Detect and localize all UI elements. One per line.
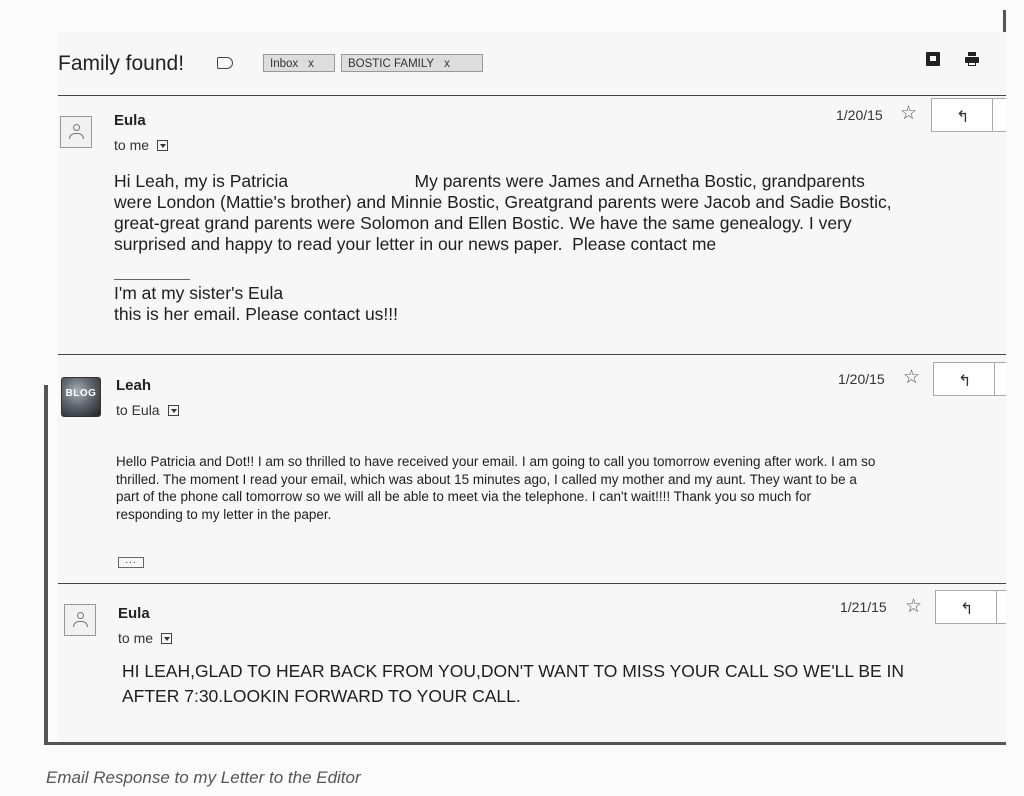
chevron-down-icon[interactable] — [161, 633, 172, 644]
body-line: responding to my letter in the paper. — [116, 506, 332, 522]
body-line: Hi Leah, my is Patricia My parents were James and Arnetha Bostic, grandparents — [114, 171, 865, 191]
message-body — [114, 171, 892, 255]
recipient-line[interactable] — [118, 630, 172, 646]
body-line: part of the phone call tomorrow so we will all be able to meet via the telephone. I can't wait!!!! Thank you so much for — [116, 489, 811, 504]
body-line: Hello Patricia and Dot!! I am so thrilled to have received your email. I am going to call you tomorrow evening after work. I am so — [116, 454, 876, 469]
remove-label-icon[interactable]: x — [444, 58, 450, 70]
label-chip-bostic-family[interactable] — [341, 54, 483, 72]
reply-icon: ↰ — [960, 601, 974, 618]
avatar-placeholder-icon — [60, 116, 92, 148]
chevron-down-icon[interactable] — [168, 405, 179, 416]
label-chip-text: Inbox — [270, 58, 299, 70]
message-body — [122, 659, 1006, 709]
reply-menu-separator — [994, 362, 995, 396]
archive-icon[interactable] — [926, 52, 940, 66]
reply-button[interactable] — [933, 362, 1006, 396]
recipient-line[interactable] — [114, 137, 168, 153]
sender-name: Eula — [114, 112, 146, 129]
reply-menu-separator — [992, 98, 993, 132]
show-trimmed-content-button[interactable]: ... — [118, 557, 144, 568]
message-signature — [114, 283, 398, 325]
message-date: 1/20/15 — [838, 371, 885, 387]
body-line: thrilled. The moment I read your email, which was about 15 minutes ago, I called my mother and my aunt. They want to be a — [116, 471, 857, 487]
star-icon[interactable]: ☆ — [900, 103, 918, 124]
message-1[interactable] — [58, 96, 1006, 356]
message-date: 1/21/15 — [840, 599, 887, 615]
star-icon[interactable]: ☆ — [905, 596, 923, 617]
reply-menu-separator — [996, 590, 997, 624]
chevron-down-icon[interactable] — [157, 140, 168, 151]
label-chip-inbox[interactable] — [263, 54, 335, 72]
recipient-text: to Eula — [116, 402, 160, 418]
signature-line: this is her email. Please contact us!!! — [114, 304, 399, 324]
thread-subject: Family found! — [58, 52, 185, 75]
body-line: AFTER 7:30.LOOKIN FORWARD TO YOUR CALL. — [122, 686, 521, 706]
message-2[interactable] — [58, 355, 1006, 583]
avatar-placeholder-icon — [64, 604, 96, 636]
reply-icon: ↰ — [956, 109, 970, 126]
sender-name: Eula — [118, 605, 150, 622]
blog-avatar-icon — [61, 377, 101, 417]
reply-button[interactable] — [931, 98, 1006, 132]
frame-edge — [44, 385, 48, 745]
body-line: surprised and happy to read your letter in our news paper. Please contact me — [114, 234, 717, 254]
sender-name: Leah — [116, 377, 152, 394]
email-thread — [58, 32, 1006, 742]
remove-label-icon[interactable]: x — [308, 58, 314, 70]
reply-icon: ↰ — [958, 373, 972, 390]
recipient-text: to me — [118, 630, 154, 646]
avatar-text: BLOG — [65, 388, 97, 399]
message-body — [116, 453, 875, 523]
body-line: were London (Mattie's brother) and Minnie Bostic, Greatgrand parents were Jacob and Sadie Bostic, — [114, 192, 892, 212]
signature-divider — [114, 279, 190, 280]
message-date: 1/20/15 — [836, 107, 883, 123]
message-3[interactable] — [58, 584, 1006, 742]
recipient-text: to me — [114, 137, 150, 153]
label-outline-icon[interactable] — [217, 57, 233, 69]
image-caption: Email Response to my Letter to the Editor — [46, 768, 361, 787]
star-icon[interactable]: ☆ — [903, 367, 921, 388]
signature-line: I'm at my sister's Eula — [114, 283, 284, 303]
print-icon[interactable] — [965, 52, 979, 66]
body-line: great-great grand parents were Solomon and Ellen Bostic. We have the same genealogy. I very — [114, 213, 852, 233]
label-chip-text: BOSTIC FAMILY — [348, 58, 435, 70]
body-line: HI LEAH,GLAD TO HEAR BACK FROM YOU,DON'T WANT TO MISS YOUR CALL SO WE'LL BE IN — [122, 661, 905, 681]
recipient-line[interactable] — [116, 402, 179, 418]
